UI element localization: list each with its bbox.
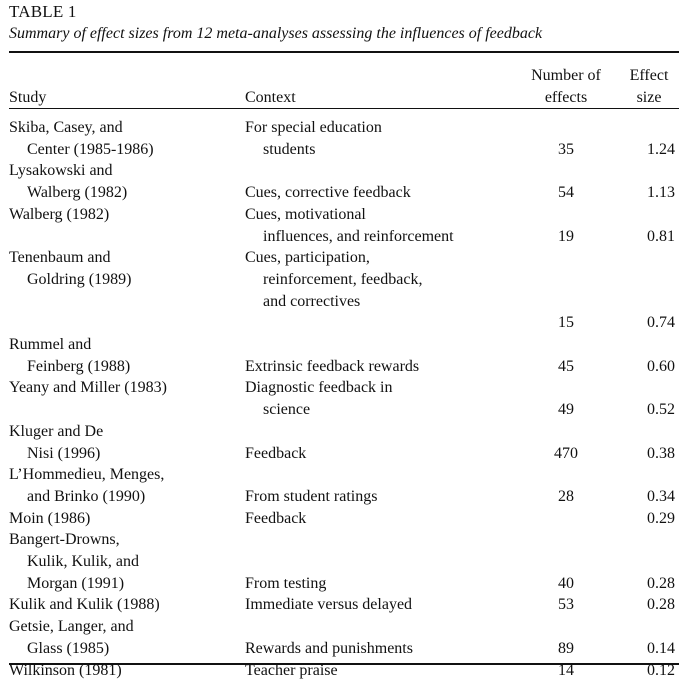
study-cell [9,377,245,420]
context-cell [245,660,521,681]
table-row [9,247,679,334]
study-cell [9,421,245,464]
effect-size-cell: 0.12 [647,661,675,679]
study-line: Lysakowski and [9,162,113,180]
study-cell [9,616,245,659]
header-effect-line2: size [636,89,662,106]
study-line: Center (1985-1986) [27,140,154,158]
context-line: and correctives [263,292,361,310]
study-line: Kulik, Kulik, and [27,553,139,571]
header-context: Context [245,89,296,106]
study-line: Glass (1985) [27,639,110,657]
context-cell [245,111,521,160]
table-row [9,334,679,377]
table-row [9,421,679,464]
context-line [245,464,521,486]
header-effect-line1: Effect [629,67,669,84]
context-line: science [263,401,311,419]
effect-size-cell: 0.74 [647,314,675,332]
table-row [9,616,679,659]
header-study: Study [9,89,47,106]
effect-size-cell: 0.60 [647,357,675,375]
study-line: Walberg (1982) [27,184,128,202]
context-line [245,421,521,443]
study-line [9,399,245,421]
study-line: Wilkinson (1981) [9,661,122,679]
study-line: Morgan (1991) [27,574,125,592]
number-of-effects-cell: 35 [558,140,574,158]
context-line [245,160,521,182]
table-row [9,160,679,203]
study-cell [9,160,245,203]
study-cell [9,594,245,616]
context-cell [245,464,521,507]
header-number-line2: effects [544,89,588,106]
context-line: Immediate versus delayed [245,596,413,614]
effect-size-cell: 0.14 [647,639,675,657]
study-line: Kulik and Kulik (1988) [9,596,160,614]
context-cell [245,377,521,420]
number-of-effects-cell: 14 [558,661,574,679]
table-row [9,204,679,247]
context-line: Diagnostic feedback in [245,379,393,397]
table-caption: Summary of effect sizes from 12 meta-analyses assessing the influences of feedback [9,25,543,42]
context-line [245,312,521,334]
number-of-effects-cell: 54 [558,184,574,202]
header-number-line1: Number of [531,67,601,84]
number-of-effects-cell: 470 [554,444,578,462]
study-cell [9,529,245,594]
effect-size-cell: 0.29 [647,509,675,527]
context-line: Feedback [245,509,307,527]
number-of-effects-cell: 53 [558,596,574,614]
header-effect-size [611,54,679,111]
context-cell [245,204,521,247]
study-line: Kluger and De [9,422,104,440]
context-cell [245,247,521,334]
number-of-effects-cell: 49 [558,401,574,419]
table-row [9,660,679,681]
context-line: Teacher praise [245,661,338,679]
context-cell [245,334,521,377]
context-line: reinforcement, feedback, [263,270,423,288]
number-of-effects-cell: 89 [558,639,574,657]
study-cell [9,247,245,334]
effect-size-cell: 0.81 [647,227,675,245]
study-line: and Brinko (1990) [27,487,146,505]
context-cell [245,421,521,464]
effect-size-table [9,54,679,681]
table-body [9,111,679,681]
study-line: Goldring (1989) [27,270,132,288]
context-line: Cues, participation, [245,249,370,267]
number-of-effects-cell: 28 [558,487,574,505]
context-line: influences, and reinforcement [263,227,454,245]
context-line [245,529,521,551]
context-line: From student ratings [245,487,378,505]
context-line: For special education [245,119,382,136]
number-of-effects-cell: 15 [558,314,574,332]
study-line: Yeany and Miller (1983) [9,379,167,397]
context-line: Rewards and punishments [245,639,413,657]
study-line: Getsie, Langer, and [9,618,134,636]
effect-size-cell: 0.52 [647,401,675,419]
context-cell [245,508,521,530]
effect-size-cell: 0.34 [647,487,675,505]
study-line: Walberg (1982) [9,205,110,223]
table-row [9,508,679,530]
effect-size-cell: 0.38 [647,444,675,462]
study-line: Tenenbaum and [9,249,111,267]
context-line: Extrinsic feedback rewards [245,357,420,375]
study-cell [9,660,245,681]
study-line: Feinberg (1988) [27,357,131,375]
table-header [9,54,679,111]
table-row [9,111,679,160]
context-line: From testing [245,574,327,592]
table-label: TABLE 1 [9,2,77,21]
context-cell [245,160,521,203]
study-cell [9,111,245,160]
context-cell [245,594,521,616]
header-number-of-effects [521,54,611,111]
study-line [9,312,245,334]
table-row [9,529,679,594]
number-of-effects-cell: 45 [558,357,574,375]
study-line: Rummel and [9,336,92,354]
effect-size-cell: 1.24 [647,140,675,158]
effect-size-cell: 0.28 [647,596,675,614]
study-cell [9,508,245,530]
effect-size-cell: 0.28 [647,574,675,592]
study-cell [9,464,245,507]
study-cell [9,204,245,247]
table-row [9,377,679,420]
context-cell [245,616,521,659]
number-of-effects-cell: 40 [558,574,574,592]
context-line: Feedback [245,444,307,462]
table-row [9,594,679,616]
study-line: Nisi (1996) [27,444,101,462]
context-cell [245,529,521,594]
study-line [9,226,245,248]
number-of-effects-cell: 19 [558,227,574,245]
context-line [245,551,521,573]
study-line: Moin (1986) [9,509,91,527]
study-line [9,291,245,313]
context-line: Cues, motivational [245,205,366,223]
context-line [245,616,521,638]
study-line: Skiba, Casey, and [9,119,123,136]
context-line [245,334,521,356]
study-cell [9,334,245,377]
study-line: Bangert-Drowns, [9,531,120,549]
effect-size-cell: 1.13 [647,184,675,202]
context-line: students [263,140,316,158]
context-line: Cues, corrective feedback [245,184,411,202]
number-of-effects-cell [521,508,611,530]
table-row [9,464,679,507]
study-line: L’Hommedieu, Menges, [9,466,165,484]
top-rule [9,51,679,53]
